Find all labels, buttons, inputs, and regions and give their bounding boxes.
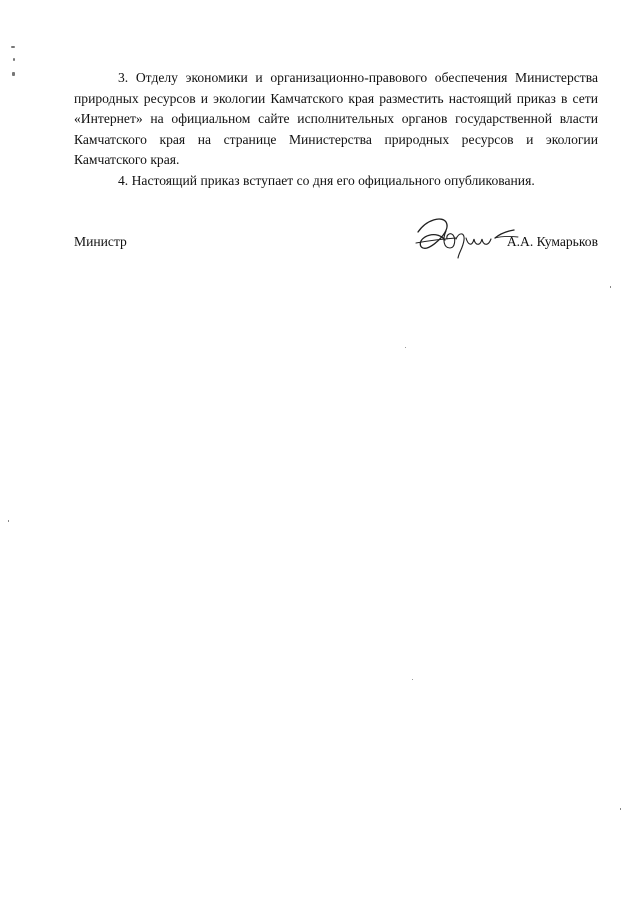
- document-body: [74, 68, 598, 191]
- scan-artifact: [610, 286, 611, 288]
- scan-artifact: [11, 46, 15, 48]
- scan-artifact: [8, 520, 9, 522]
- paragraph-4: 4. Настоящий приказ вступает со дня его официального опубликования.: [118, 172, 535, 188]
- scan-artifact: [13, 58, 15, 61]
- scan-artifact: [412, 679, 413, 680]
- signature-block: [74, 224, 598, 264]
- scan-artifact: [12, 72, 15, 76]
- paragraph-3: 3. Отделу экономики и организационно-правового обеспечения Министерства природных ресурсов и экологии Камчатского края разместить настоящий приказ в сети «Интернет» на официальном сайте исполнительных органов государственной власти Камчатского края на странице Министерства природных ресурсов и экологии Камчатского края.: [74, 70, 598, 167]
- scan-artifact: [620, 808, 621, 810]
- signer-name: А.А. Кумарьков: [506, 234, 598, 249]
- handwritten-signature: [411, 214, 521, 266]
- signer-position: Министр: [74, 234, 127, 249]
- scan-artifact: [405, 347, 406, 348]
